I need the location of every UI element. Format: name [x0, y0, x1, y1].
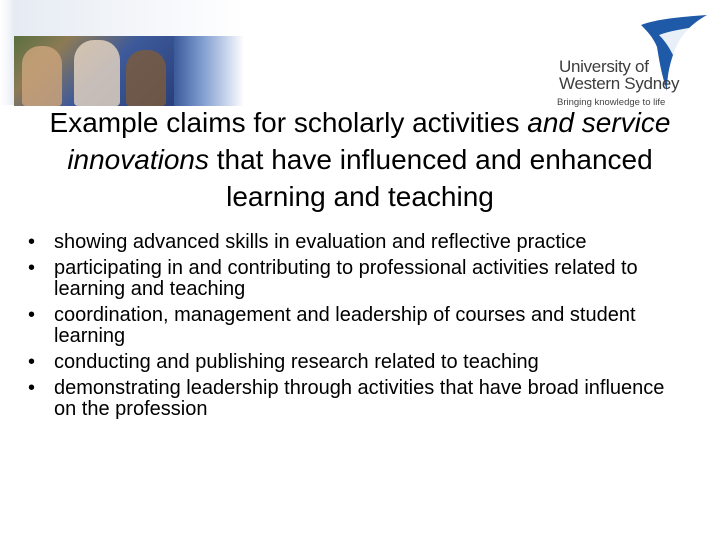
- title-part1: Example claims for scholarly activities: [49, 107, 528, 138]
- bullet-text: coordination, management and leadership of courses and student learning: [54, 304, 636, 347]
- list-item: [28, 352, 688, 373]
- bullet-icon: •: [28, 231, 36, 253]
- bullet-icon: •: [28, 257, 36, 279]
- bullet-text: conducting and publishing research related to teaching: [54, 351, 539, 373]
- bullet-text: showing advanced skills in evaluation and reflective practice: [54, 231, 587, 253]
- title-part2: that have influenced and enhanced learning and teaching: [208, 144, 653, 212]
- list-item: [28, 378, 688, 420]
- banner-fade: [174, 36, 244, 106]
- bullet-icon: •: [28, 377, 36, 399]
- bullet-text: demonstrating leadership through activities that have broad influence on the profession: [54, 377, 665, 420]
- bullet-list: [28, 232, 688, 425]
- logo-tagline: Bringing knowledge to life: [557, 97, 666, 108]
- university-logo: [555, 15, 720, 110]
- students-photo: [14, 36, 174, 106]
- bullet-icon: •: [28, 304, 36, 326]
- logo-university-text: University of: [559, 57, 649, 76]
- bullet-icon: •: [28, 351, 36, 373]
- list-item: [28, 232, 688, 253]
- bullet-text: participating in and contributing to professional activities related to learning and teaching: [54, 257, 638, 300]
- slide-title: [30, 104, 690, 215]
- logo-wsydney-text: Western Sydney: [559, 74, 680, 93]
- list-item: [28, 305, 688, 347]
- title-italic: and service innovations: [67, 107, 671, 175]
- list-item: [28, 258, 688, 300]
